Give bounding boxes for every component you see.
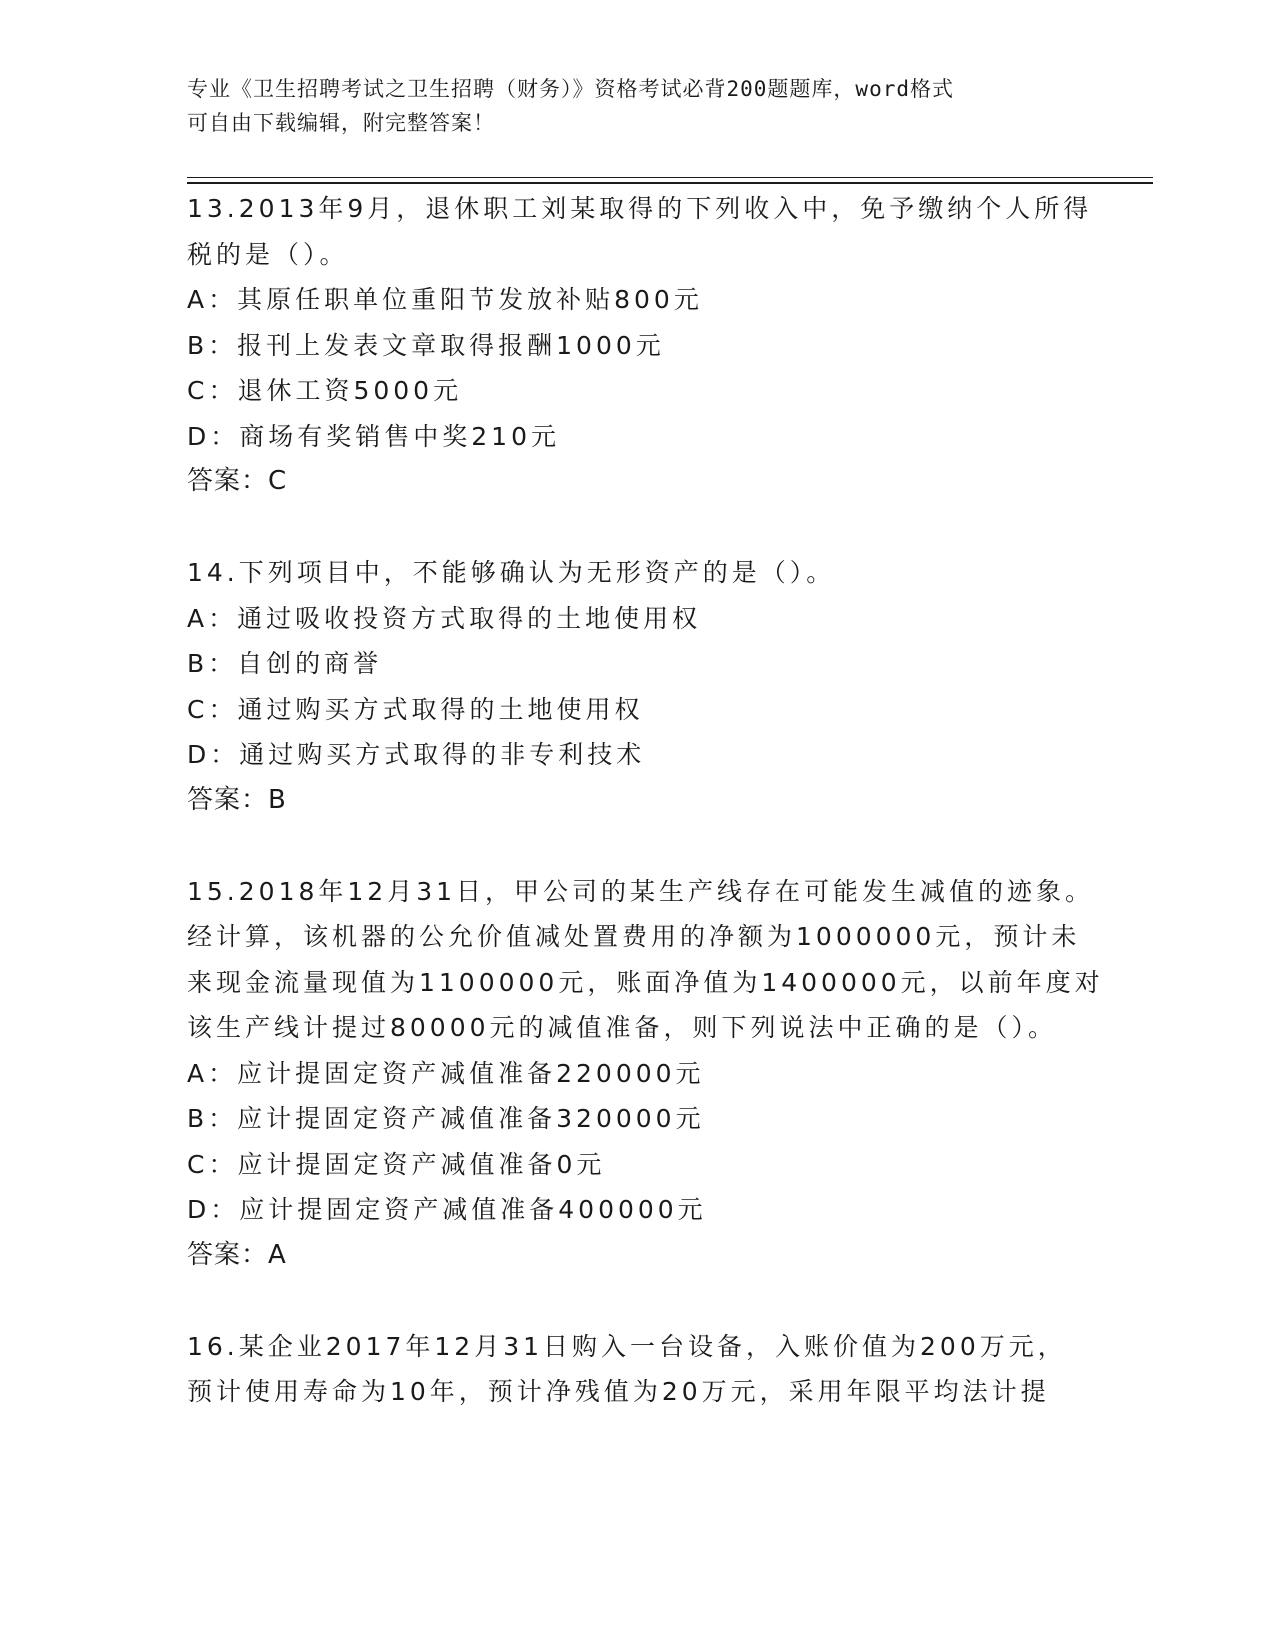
option-b: B：自创的商誉 xyxy=(187,649,383,678)
question-stem: 16.某企业2017年12月31日购入一台设备，入账价值为200万元， xyxy=(187,1331,1067,1361)
question-stem: 经计算，该机器的公允价值减处置费用的净额为1000000元，预计未 xyxy=(187,922,1081,951)
option-c: C：应计提固定资产减值准备0元 xyxy=(187,1149,606,1179)
question-stem: 税的是（）。 xyxy=(187,239,349,269)
question-13 xyxy=(187,186,1093,505)
document-header xyxy=(187,72,1087,140)
question-stem: 14.下列项目中，不能够确认为无形资产的是（）。 xyxy=(187,558,836,587)
answer-label: 答案：A xyxy=(187,1239,287,1270)
option-a: A：应计提固定资产减值准备220000元 xyxy=(187,1058,705,1088)
option-c: C：退休工资5000元 xyxy=(187,376,463,405)
option-b: B：应计提固定资产减值准备320000元 xyxy=(187,1104,705,1133)
question-15 xyxy=(187,869,1104,1279)
question-stem: 预计使用寿命为10年，预计净残值为20万元，采用年限平均法计提 xyxy=(187,1377,1050,1406)
option-b: B：报刊上发表文章取得报酬1000元 xyxy=(187,330,665,360)
header-line-1: 专业《卫生招聘考试之卫生招聘（财务）》资格考试必背200题题库，word格式 xyxy=(187,77,954,101)
answer-label: 答案：B xyxy=(187,784,287,815)
option-a: A：其原任职单位重阳节发放补贴800元 xyxy=(187,285,703,314)
question-14 xyxy=(187,550,1087,823)
question-stem: 该生产线计提过80000元的减值准备，则下列说法中正确的是（）。 xyxy=(187,1013,1058,1042)
question-stem: 15.2018年12月31日，甲公司的某生产线存在可能发生减值的迹象。 xyxy=(187,876,1095,906)
option-c: C：通过购买方式取得的土地使用权 xyxy=(187,694,644,724)
question-list xyxy=(187,186,1104,1415)
option-d: D：通过购买方式取得的非专利技术 xyxy=(187,740,646,769)
option-d: D：商场有奖销售中奖210元 xyxy=(187,421,560,451)
question-16 xyxy=(187,1324,1087,1415)
header-divider-thin xyxy=(187,177,1153,178)
header-divider-thick xyxy=(187,182,1153,184)
option-d: D：应计提固定资产减值准备400000元 xyxy=(187,1195,707,1224)
answer-label: 答案：C xyxy=(187,466,288,496)
header-line-2: 可自由下载编辑，附完整答案！ xyxy=(187,111,495,135)
option-a: A：通过吸收投资方式取得的土地使用权 xyxy=(187,603,702,633)
question-stem: 来现金流量现值为1100000元，账面净值为1400000元，以前年度对 xyxy=(187,967,1104,997)
question-stem: 13.2013年9月，退休职工刘某取得的下列收入中，免予缴纳个人所得 xyxy=(187,194,1093,223)
